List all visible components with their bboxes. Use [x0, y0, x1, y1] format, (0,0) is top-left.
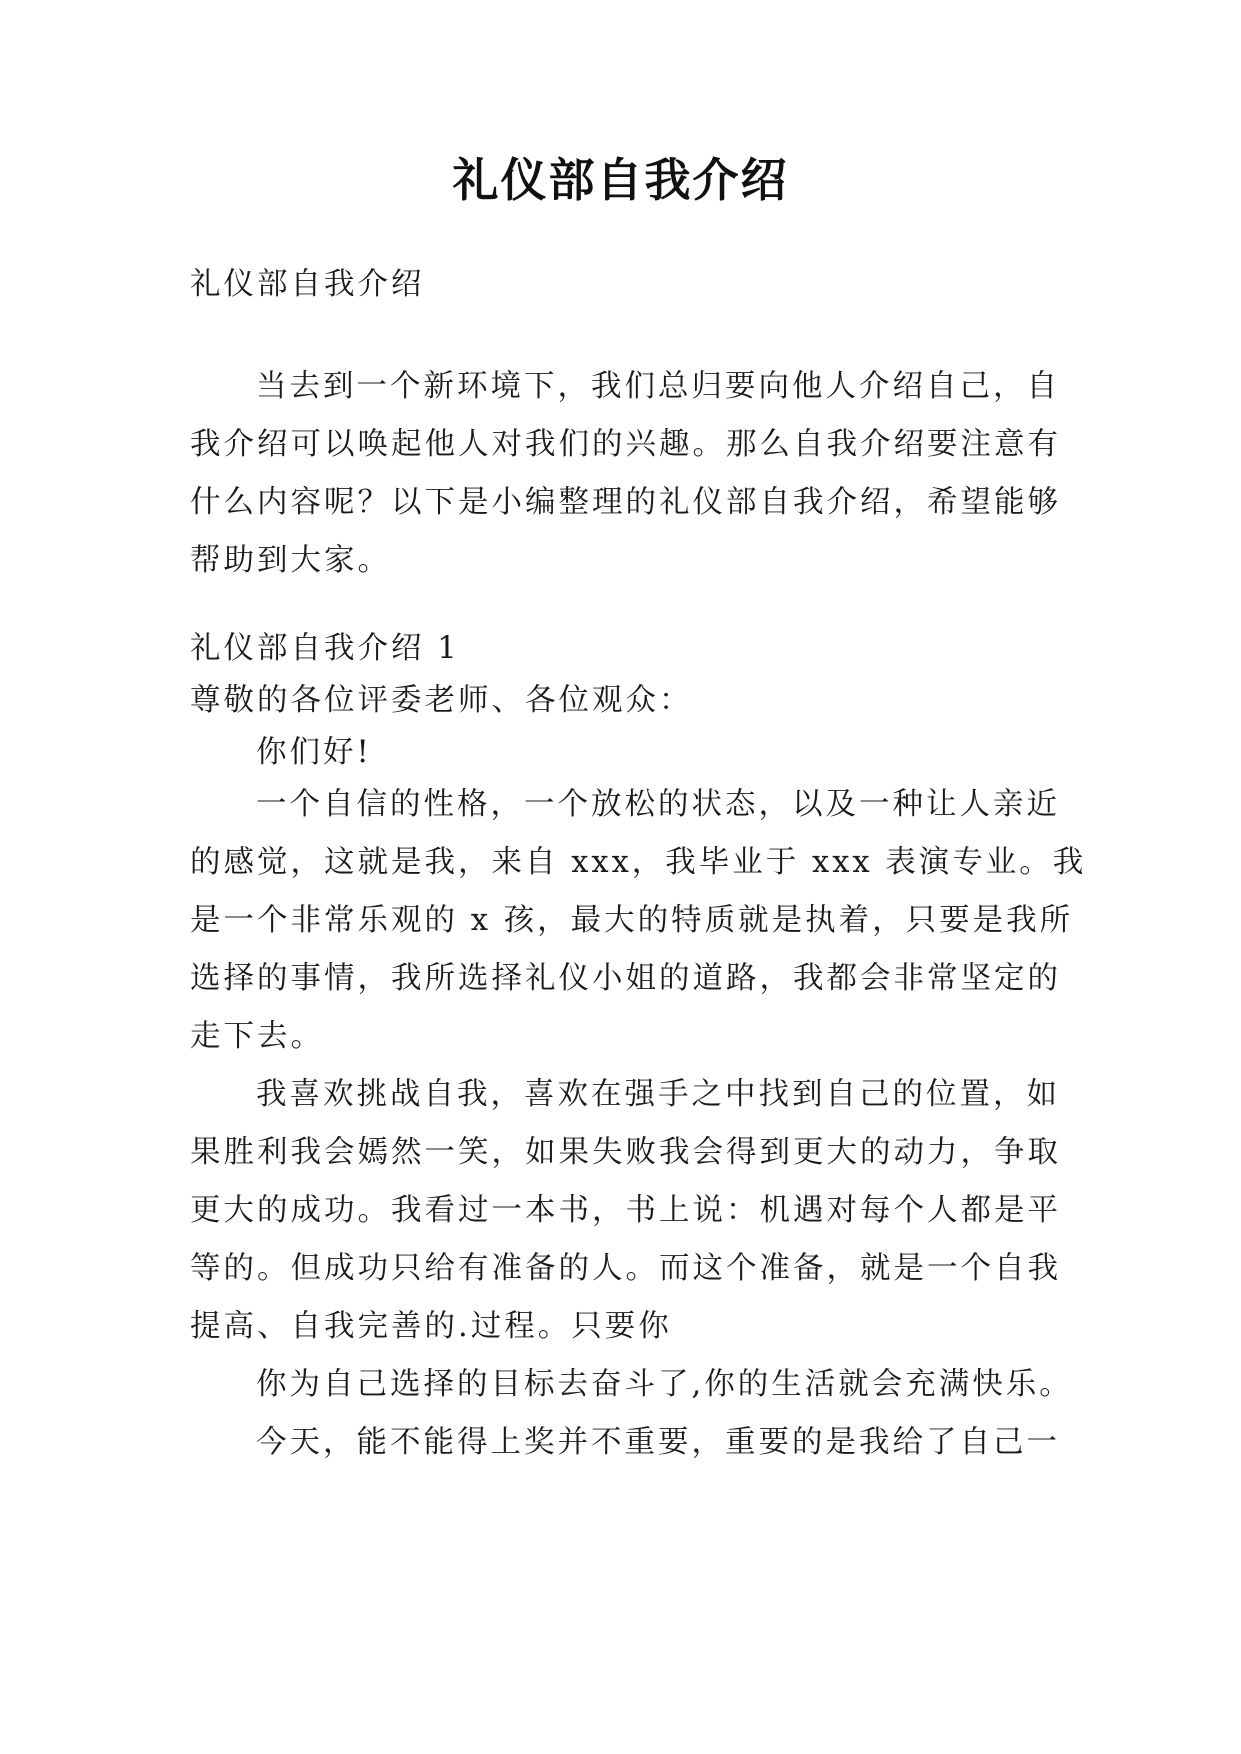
paragraph-1	[190, 776, 1087, 1066]
paragraph-line: 走下去。	[190, 1019, 324, 1054]
intro-line: 我介绍可以唤起他人对我们的兴趣。那么自我介绍要注意有	[190, 427, 1061, 462]
paragraph-line: 提高、自我完善的.过程。只要你	[190, 1309, 672, 1344]
section-heading: 礼仪部自我介绍 1	[190, 631, 460, 666]
document-subtitle: 礼仪部自我介绍	[190, 267, 425, 302]
paragraph-4: 今天，能不能得上奖并不重要，重要的是我给了自己一	[256, 1425, 1060, 1460]
intro-line: 什么内容呢？以下是小编整理的礼仪部自我介绍，希望能够	[190, 485, 1061, 520]
paragraph-line: 等的。但成功只给有准备的人。而这个准备，就是一个自我	[190, 1251, 1061, 1286]
intro-line: 帮助到大家。	[190, 543, 391, 578]
paragraph-line: 选择的事情，我所选择礼仪小姐的道路，我都会非常坚定的	[190, 961, 1061, 996]
document-title: 礼仪部自我介绍	[452, 153, 789, 207]
paragraph-line: 的感觉，这就是我，来自 xxx，我毕业于 xxx 表演专业。我	[190, 845, 1087, 880]
paragraph-line: 我喜欢挑战自我，喜欢在强手之中找到自己的位置，如	[256, 1077, 1060, 1112]
greeting: 你们好!	[256, 735, 372, 770]
paragraph-3: 你为自己选择的目标去奋斗了,你的生活就会充满快乐。	[256, 1367, 1073, 1402]
intro-line: 当去到一个新环境下，我们总归要向他人介绍自己，自	[256, 369, 1060, 404]
paragraph-line: 一个自信的性格，一个放松的状态，以及一种让人亲近	[256, 787, 1060, 822]
paragraph-line: 果胜利我会嫣然一笑，如果失败我会得到更大的动力，争取	[190, 1135, 1061, 1170]
paragraph-line: 更大的成功。我看过一本书，书上说：机遇对每个人都是平	[190, 1193, 1061, 1228]
paragraph-2	[190, 1066, 1060, 1356]
paragraph-line: 是一个非常乐观的 x 孩，最大的特质就是执着，只要是我所	[190, 903, 1074, 938]
intro-paragraph	[190, 358, 1060, 590]
salutation: 尊敬的各位评委老师、各位观众：	[190, 683, 693, 718]
